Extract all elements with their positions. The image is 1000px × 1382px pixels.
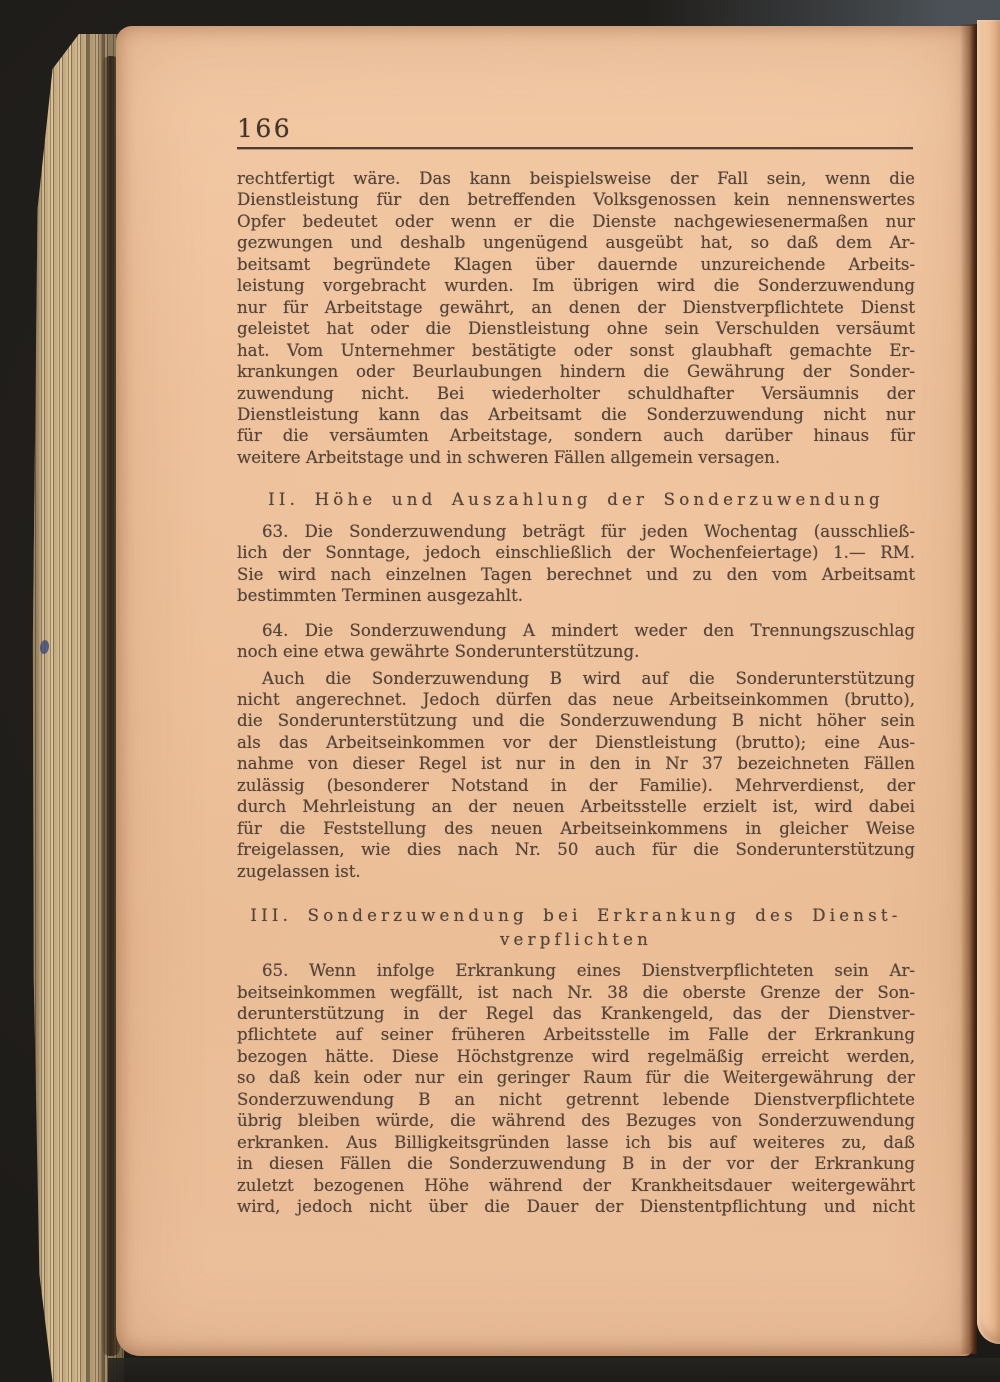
- text-line: Dienstleistung kann das Arbeitsamt die Sonderzuwendung nicht nur: [237, 404, 915, 424]
- section-heading: [237, 904, 915, 951]
- text-line: 64. Die Sonderzuwendung A mindert weder den Trennungszuschlag: [262, 620, 915, 640]
- text-line: krankungen oder Beurlaubungen hindern die Gewährung der Sonder-: [237, 362, 915, 382]
- text-line: zuwendung nicht. Bei wiederholter schuldhafter Versäumnis der: [237, 383, 915, 403]
- book-page: [116, 26, 974, 1356]
- text-line: Opfer bedeutet oder wenn er die Dienste nachgewiesenermaßen nur: [237, 211, 915, 231]
- text-line: in diesen Fällen die Sonderzuwendung B in der vor der Erkrankung: [237, 1154, 915, 1174]
- text-line: die Sonderunterstützung und die Sonderzuwendung B nicht höher sein: [237, 711, 915, 731]
- text-line: zugelassen ist.: [237, 861, 361, 881]
- text-line: leistung vorgebracht wurden. Im übrigen wird die Sonderzuwendung: [237, 276, 915, 296]
- text-line: verpflichten: [499, 929, 653, 949]
- section-heading: [237, 488, 915, 512]
- text-line: gezwungen und deshalb ungenügend ausgeübt hat, so daß dem Ar-: [237, 233, 915, 253]
- text-line: nahme von dieser Regel ist nur in den in Nr 37 bezeichneten Fällen: [237, 754, 915, 774]
- text-line: beitseinkommen wegfällt, ist nach Nr. 38 die oberste Grenze der Son-: [237, 982, 915, 1002]
- paragraph: [237, 960, 915, 1217]
- background-bottom-band: [108, 1358, 1000, 1382]
- text-line: derunterstützung in der Regel das Krankengeld, das der Dienstver-: [237, 1004, 915, 1023]
- text-line: für die Feststellung des neuen Arbeitseinkommens in gleicher Weise: [237, 818, 915, 838]
- text-line: geleistet hat oder die Dienstleistung ohne sein Verschulden versäumt: [237, 319, 915, 339]
- text-line: wird, jedoch nicht über die Dauer der Dienstentpflichtung und nicht: [237, 1197, 915, 1217]
- text-line: pflichtete auf seiner früheren Arbeitsstelle im Falle der Erkrankung: [237, 1025, 915, 1045]
- text-line: durch Mehrleistung an der neuen Arbeitsstelle erzielt ist, wird dabei: [237, 797, 915, 817]
- text-line: 63. Die Sonderzuwendung beträgt für jeden Wochentag (ausschließ-: [262, 521, 915, 541]
- page-gutter-crease: [960, 24, 977, 1354]
- page-number: 166: [237, 114, 293, 143]
- text-line: hat. Vom Unternehmer bestätigte oder sonst glaubhaft gemachte Er-: [237, 340, 915, 360]
- text-line: Dienstleistung für den betreffenden Volksgenossen kein nennenswertes: [237, 190, 915, 210]
- text-line: weitere Arbeitstage und in schweren Fällen allgemein versagen.: [237, 447, 781, 467]
- text-line: bezogen hätte. Diese Höchstgrenze wird regelmäßig erreicht werden,: [237, 1046, 915, 1066]
- text-line: nur für Arbeitstage gewährt, an denen der Dienstverpflichtete Dienst: [237, 297, 915, 317]
- paragraph: [237, 168, 915, 468]
- text-line: so daß kein oder nur ein geringer Raum für die Weitergewährung der: [237, 1068, 915, 1088]
- text-line: noch eine etwa gewährte Sonderunterstützung.: [237, 642, 640, 662]
- text-line: beitsamt begründete Klagen über dauernde unzureichende Arbeits-: [237, 254, 915, 274]
- text-line: freigelassen, wie dies nach Nr. 50 auch für die Sonderunterstützung: [237, 840, 915, 860]
- header-rule: [237, 147, 913, 149]
- text-line: zuletzt bezogenen Höhe während der Krankheitsdauer weitergewährt: [237, 1175, 915, 1195]
- text-line: zulässig (besonderer Notstand in der Familie). Mehrverdienst, der: [237, 775, 915, 795]
- text-line: als das Arbeitseinkommen vor der Dienstleistung (brutto); eine Aus-: [237, 732, 915, 752]
- text-line: Sie wird nach einzelnen Tagen berechnet und zu den vom Arbeitsamt: [237, 564, 915, 584]
- text-line: bestimmten Terminen ausgezahlt.: [237, 586, 524, 606]
- paragraph: [237, 521, 915, 607]
- text-line: nicht angerechnet. Jedoch dürfen das neue Arbeitseinkommen (brutto),: [237, 690, 915, 710]
- text-line: 65. Wenn infolge Erkrankung eines Dienstverpflichteten sein Ar-: [262, 961, 915, 981]
- text-line: II. Höhe und Auszahlung der Sonderzuwendung: [268, 490, 884, 510]
- text-line: Auch die Sonderzuwendung B wird auf die Sonderunterstützung: [262, 668, 915, 688]
- text-line: rechtfertigt wäre. Das kann beispielsweise der Fall sein, wenn die: [237, 169, 915, 188]
- text-line: für die versäumten Arbeitstage, sondern auch darüber hinaus für: [237, 426, 915, 446]
- text-line: III. Sonderzuwendung bei Erkrankung des Dienst-: [250, 906, 902, 926]
- text-line: lich der Sonntage, jedoch einschließlich der Wochenfeiertage) 1.— RM.: [237, 543, 915, 563]
- text-line: übrig bleiben würde, die während des Bezuges von Sonderzuwendung: [237, 1111, 915, 1131]
- text-line: Sonderzuwendung B an nicht getrennt lebende Dienstverpflichtete: [237, 1089, 915, 1109]
- text-line: erkranken. Aus Billigkeitsgründen lasse ich bis auf weiteres zu, daß: [237, 1132, 915, 1152]
- page-text: [237, 168, 915, 1218]
- paragraph: [237, 620, 915, 663]
- adjacent-page-edge: [977, 20, 1000, 1344]
- paragraph: [237, 668, 915, 883]
